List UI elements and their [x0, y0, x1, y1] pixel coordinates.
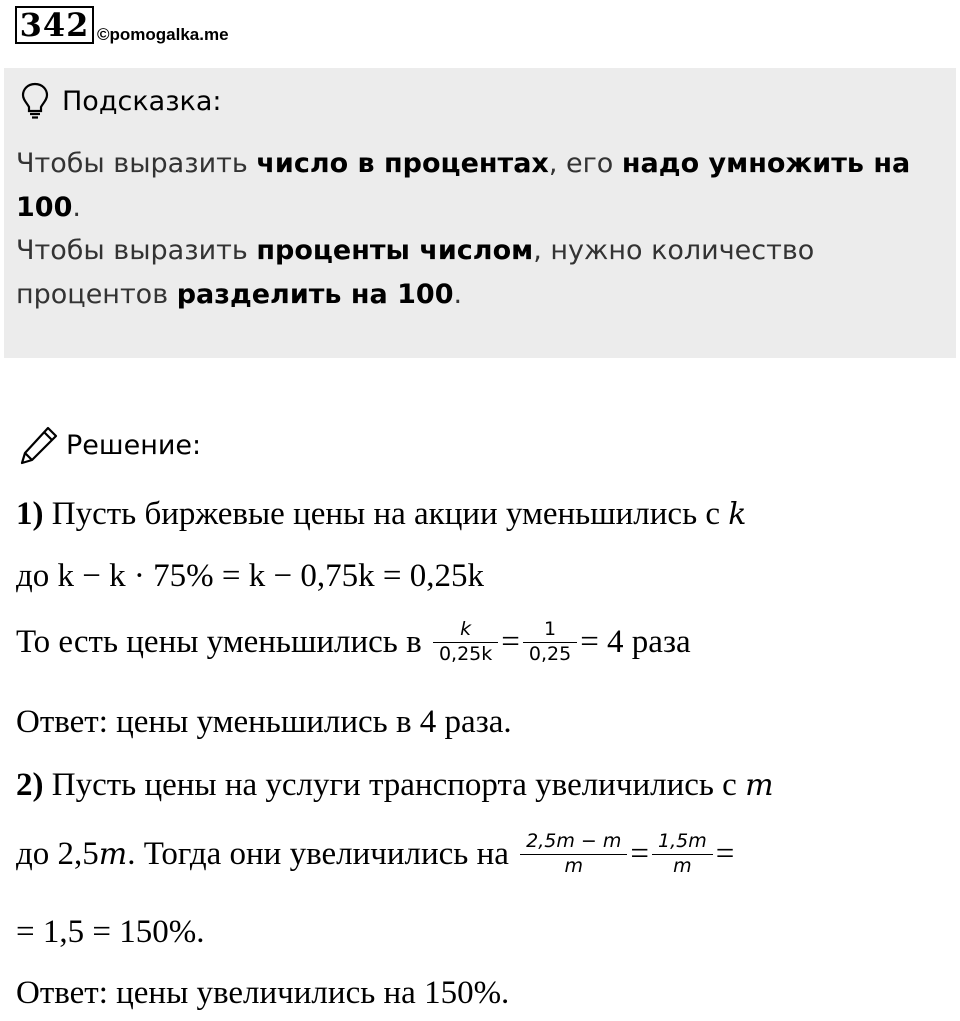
- fraction-denominator: m: [673, 854, 692, 877]
- solution-line-3: [16, 618, 691, 667]
- answer-2-text: Ответ: цены увеличились на 150%.: [16, 975, 510, 1011]
- line-6-b: . Тогда они увеличились на: [127, 835, 518, 872]
- hint-p2-c: , нужно количество процентов: [16, 235, 815, 310]
- hint-paragraph-2: [16, 229, 916, 316]
- line-5-var: m: [745, 768, 774, 803]
- line-5-text: Пусть цены на услуги транспорта увеличились с: [43, 767, 746, 803]
- hint-p2-a: Чтобы выразить: [16, 235, 257, 266]
- answer-1-text: Ответ: цены уменьшились в 4 раза.: [16, 704, 512, 740]
- hint-p1-d: надо умножить на 100: [16, 148, 911, 223]
- line-1-text: Пусть биржевые цены на акции уменьшились с: [43, 496, 729, 532]
- fraction-15m-over-m: [655, 830, 710, 879]
- line-6-a: до 2,5: [16, 835, 99, 872]
- fraction-denominator: 0,25k: [438, 642, 493, 665]
- site-label: ©pomogalka.me: [97, 25, 229, 44]
- hint-p2-b: проценты числом: [256, 235, 534, 266]
- fraction-numerator: 2,5m − m: [526, 830, 622, 852]
- line-6-end: =: [715, 835, 735, 872]
- fraction-25m-minus-m-over-m: [523, 830, 624, 879]
- hint-p1-b: число в процентах: [256, 148, 549, 179]
- line-3-text: То есть цены уменьшились в: [16, 623, 430, 660]
- line-2-text: до k − k · 75% = k − 0,75k = 0,25k: [16, 558, 484, 594]
- solution-answer-1: [16, 704, 512, 741]
- solution-header: [18, 424, 201, 466]
- line-7-text: = 1,5 = 150%.: [16, 914, 205, 950]
- fraction-numerator: k: [460, 618, 472, 640]
- lightbulb-icon: [20, 82, 50, 120]
- solution-line-7: [16, 914, 204, 951]
- step-2-label: 2): [16, 767, 44, 803]
- pencil-icon: [18, 424, 60, 466]
- fraction-numerator: 1: [543, 618, 557, 640]
- hint-text: [16, 142, 916, 316]
- fraction-denominator: m: [564, 854, 584, 877]
- fraction-1-over-025: [526, 618, 574, 667]
- fraction-k-over-025k: [436, 618, 495, 667]
- solution-line-1: [16, 496, 746, 533]
- hint-p2-e: .: [453, 278, 463, 310]
- hint-title: Подсказка:: [62, 85, 222, 117]
- solution-answer-2: [16, 975, 509, 1012]
- hint-paragraph-1: [16, 142, 916, 229]
- task-number: 342: [15, 6, 94, 44]
- hint-box: [4, 68, 956, 358]
- solution-line-6: [16, 830, 734, 879]
- hint-p1-c: , его: [548, 148, 622, 179]
- line-1-var: k: [728, 497, 747, 532]
- solution-title: Решение:: [66, 429, 202, 461]
- fraction-denominator: 0,25: [528, 642, 572, 665]
- hint-p1-e: .: [72, 191, 81, 223]
- solution-line-2: [16, 558, 484, 595]
- hint-header: [20, 82, 222, 120]
- step-1-label: 1): [16, 496, 44, 532]
- solution-line-5: [16, 767, 774, 804]
- equals-sign: =: [501, 623, 520, 660]
- equals-sign: =: [630, 835, 649, 872]
- fraction-numerator: 1,5m: [658, 830, 707, 852]
- hint-p2-d: разделить на 100: [176, 278, 454, 310]
- line-6-var: m: [98, 836, 128, 872]
- line-3-end: = 4 раза: [580, 623, 691, 660]
- hint-p1-a: Чтобы выразить: [16, 148, 257, 179]
